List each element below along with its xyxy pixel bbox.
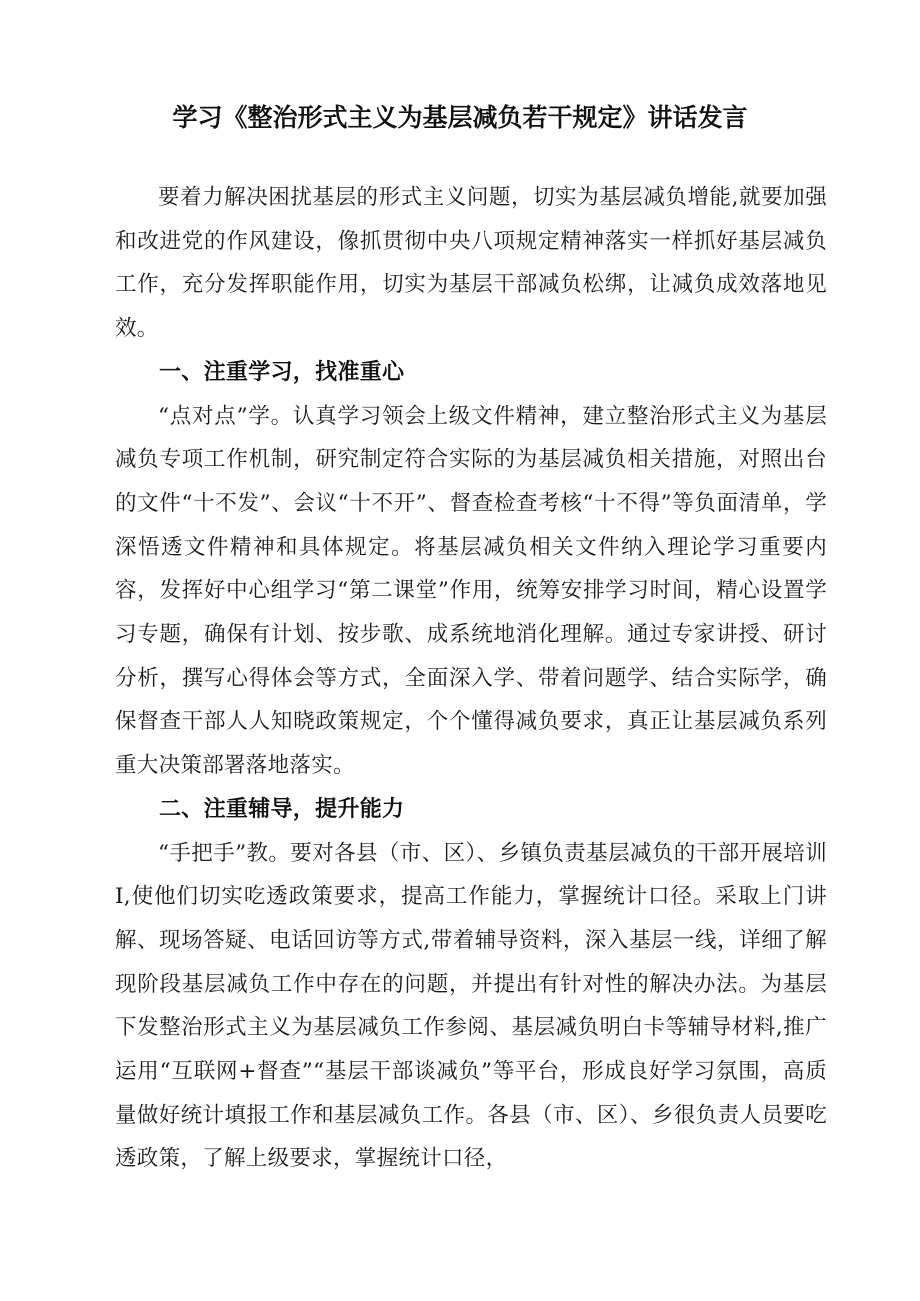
document-title: 学习《整治形式主义为基层减负若干规定》讲话发言	[172, 103, 748, 132]
section-paragraph-guidance: “手把手”教。要对各县（市、区）、乡镇负责基层减负的干部开展培训I,使他们切实吃透政策要求，提高工作能力，掌握统计口径。采取上门讲解、现场答疑、电话回访等方式,带着辅导资料，深入基层一线，详细了解现阶段基层减负工作中存在的问题，并提出有针对性的解决办法。为基层下发整治形式主义为基层减负工作参阅、基层减负明白卡等辅导材料,推广运用“互联网+督查”“基层干部谈减负”等平台，形成良好学习氛围，高质量做好统计填报工作和基层减负工作。各县（市、区）、乡很负责人员要吃透政策，了解上级要求，掌握统计口径，	[115, 840, 827, 1172]
section-heading-study: 一、注重学习，找准重心	[159, 359, 405, 385]
intro-paragraph: 要着力解决困扰基层的形式主义问题，切实为基层减负增能,就要加强和改进党的作风建设，像抓贯彻中央八项规定精神落实一样抓好基层减负工作，充分发挥职能作用，切实为基层干部减负松绑，让减负成效落地见效。	[115, 185, 827, 342]
section-paragraph-study: “点对点”学。认真学习领会上级文件精神，建立整治形式主义为基层减负专项工作机制，研究制定符合实际的为基层减负相关措施，对照出台的文件“十不发”、会议“十不开”、督查检查考核“十不得”等负面清单，学深悟透文件精神和具体规定。将基层减负相关文件纳入理论学习重要内容，发挥好中心组学习“第二课堂”作用，统筹安排学习时间，精心设置学习专题，确保有计划、按步歌、成系统地消化理解。通过专家讲授、研讨分析，撰写心得体会等方式，全面深入学、带着问题学、结合实际学，确保督查干部人人知晓政策规定，个个懂得减负要求，真正让基层减负系列重大决策部署落地落实。	[115, 403, 827, 779]
document-body	[115, 176, 827, 1181]
section-heading-guidance: 二、注重辅导，提升能力	[159, 796, 405, 822]
